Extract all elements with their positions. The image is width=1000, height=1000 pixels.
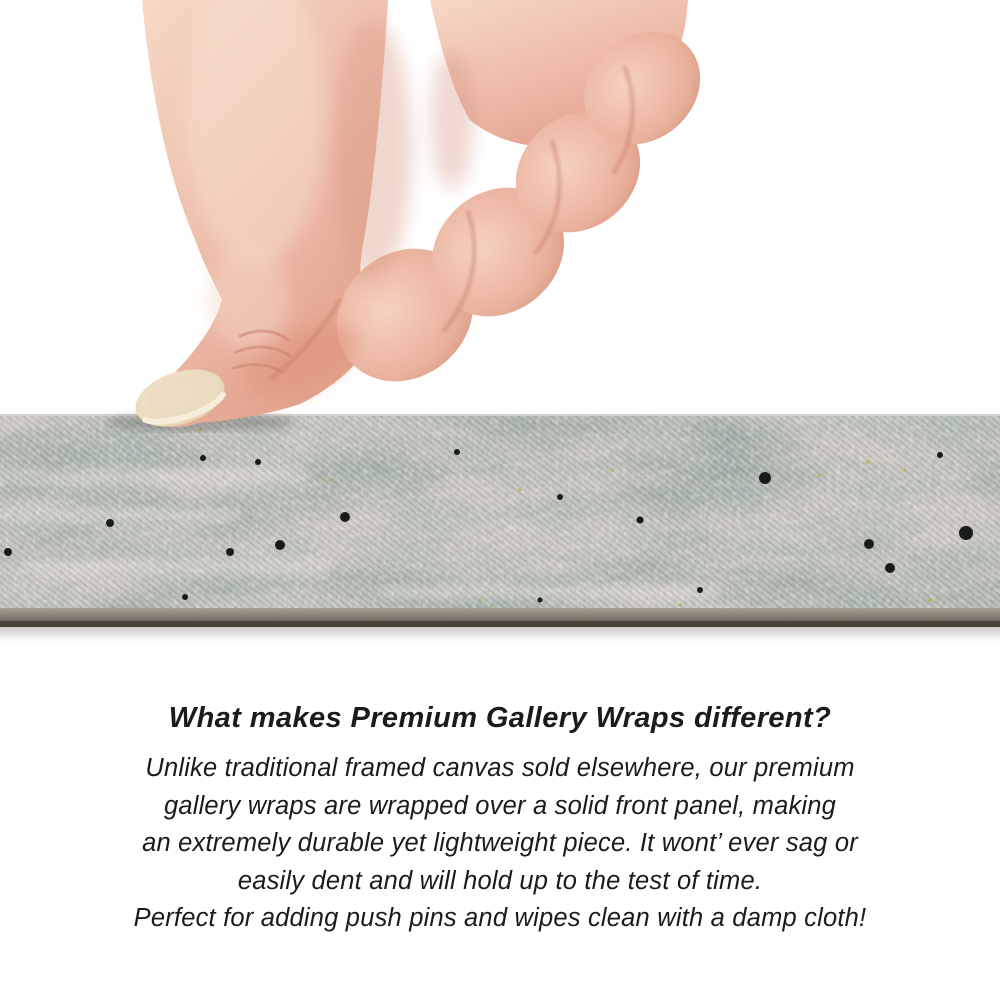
caption-line: gallery wraps are wrapped over a solid front panel, making <box>163 791 837 820</box>
canvas-shadow <box>0 627 1000 642</box>
caption-line: easily dent and will hold up to the test of time. <box>237 866 763 895</box>
caption-heading: What makes Premium Gallery Wraps different? <box>168 702 832 734</box>
caption-block <box>0 702 1000 938</box>
caption-line: Perfect for adding push pins and wipes clean with a damp cloth! <box>133 904 867 932</box>
canvas-strip <box>0 414 1000 642</box>
caption-line: an extremely durable yet lightweight piece. It wont’ ever sag or <box>142 829 858 857</box>
canvas-bottom-edge <box>0 608 1000 627</box>
canvas-texture <box>0 414 1000 610</box>
caption-line: Unlike traditional framed canvas sold elsewhere, our premium <box>145 754 855 782</box>
hand-photo <box>128 0 723 437</box>
